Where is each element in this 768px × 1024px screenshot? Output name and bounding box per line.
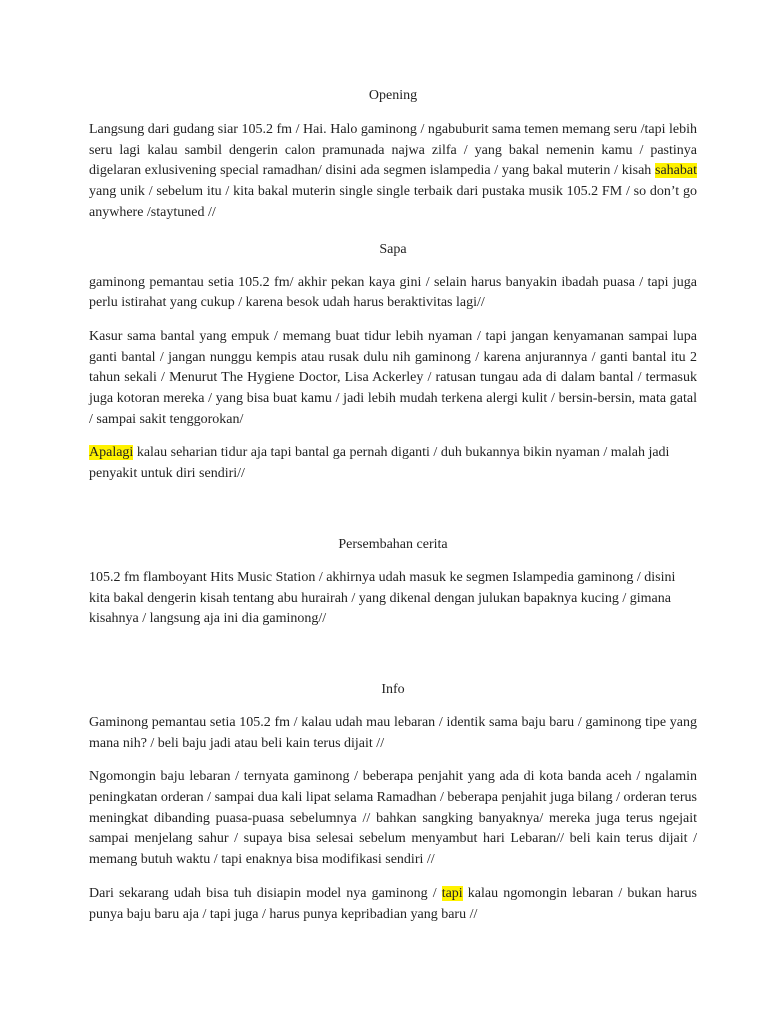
paragraph-info-3-text-a: Dari sekarang udah bisa tuh disiapin model nya gaminong / [89,885,442,901]
highlight-apalagi: Apalagi [89,445,134,461]
paragraph-persembahan: 105.2 fm flamboyant Hits Music Station / akhirnya udah masuk ke segmen Islampedia gaminong / disini kita bakal dengerin kisah tentang abu hurairah / yang dikenal dengan julukan bapaknya kucing / gimana kisahnya / langsung aja ini dia gaminong// [89,569,676,627]
paragraph-opening-text-b: yang unik / sebelum itu / kita bakal muterin single single terbaik dari pustaka musik 105.2 FM / so don’t go anywhere /staytuned // [89,184,697,220]
paragraph-info-3 [89,884,697,925]
heading-persembahan-cerita: Persembahan cerita [338,536,448,552]
paragraph-opening-text-a: Langsung dari gudang siar 105.2 fm / Hai. Halo gaminong / ngabuburit sama temen memang seru /tapi lebih seru lagi kalau sambil dengerin calon pramunada najwa zilfa / yang bakal nemenin kamu / pastinya digelaran exlusivening special ramadhan/ disini ada segmen islampedia / yang bakal muterin / kisah [89,122,697,179]
heading-opening: Opening [368,88,418,103]
heading-info: Info [381,681,405,697]
paragraph-sapa-2: Kasur sama bantal yang empuk / memang buat tidur lebih nyaman / tapi jangan kenyamanan sampai lupa ganti bantal / jangan nunggu kempis atau rusak dulu nih gaminong / karena anjurannya / ganti bantal itu 2 tahun sekali / Menurut The Hygiene Doctor, Lisa Ackerley / ratusan tungau ada di dalam bantal / termasuk juga kotoran mereka / yang bisa buat kamu / jadi lebih mudah terkena alergi kulit / bersin-bersin, mata gatal / sampai sakit tenggorokan/ [89,328,697,427]
paragraph-opening [89,120,697,224]
paragraph-info-3-text-b: kalau ngomongin lebaran / bukan harus punya baju baru aja / tapi juga / harus punya kepribadian yang baru // [89,885,697,922]
highlight-tapi: tapi [441,885,463,901]
paragraph-info-1: Gaminong pemantau setia 105.2 fm / kalau udah mau lebaran / identik sama baju baru / gaminong tipe yang mana nih? / beli baju jadi atau beli kain terus dijait // [89,714,697,751]
document-page [89,86,697,925]
paragraph-info-2: Ngomongin baju lebaran / ternyata gaminong / beberapa penjahit yang ada di kota banda aceh / ngalamin peningkatan orderan / sampai dua kali lipat selama Ramadhan / beberapa penjahit juga bilang / orderan terus meningkat dibanding puasa-puasa sebelumnya // bahkan sangking banyaknya/ mereka juga terus ngejait sampai menjelang sahur / supaya bisa selesai sebelum menyambut hari Lebaran// beli kain terus dijait / memang butuh waktu / tapi enaknya bisa modifikasi sendiri // [89,769,698,868]
paragraph-sapa-3-text: kalau seharian tidur aja tapi bantal ga pernah diganti / duh bukannya bikin nyaman / malah jadi penyakit untuk diri sendiri// [89,445,670,482]
paragraph-sapa-1: gaminong pemantau setia 105.2 fm/ akhir pekan kaya gini / selain harus banyakin ibadah puasa / tapi juga perlu istirahat yang cukup / karena besok udah harus beraktivitas lagi// [89,274,697,311]
highlight-sahabat: sahabat [655,163,697,179]
paragraph-sapa-3 [89,443,697,484]
heading-sapa: Sapa [379,241,407,257]
